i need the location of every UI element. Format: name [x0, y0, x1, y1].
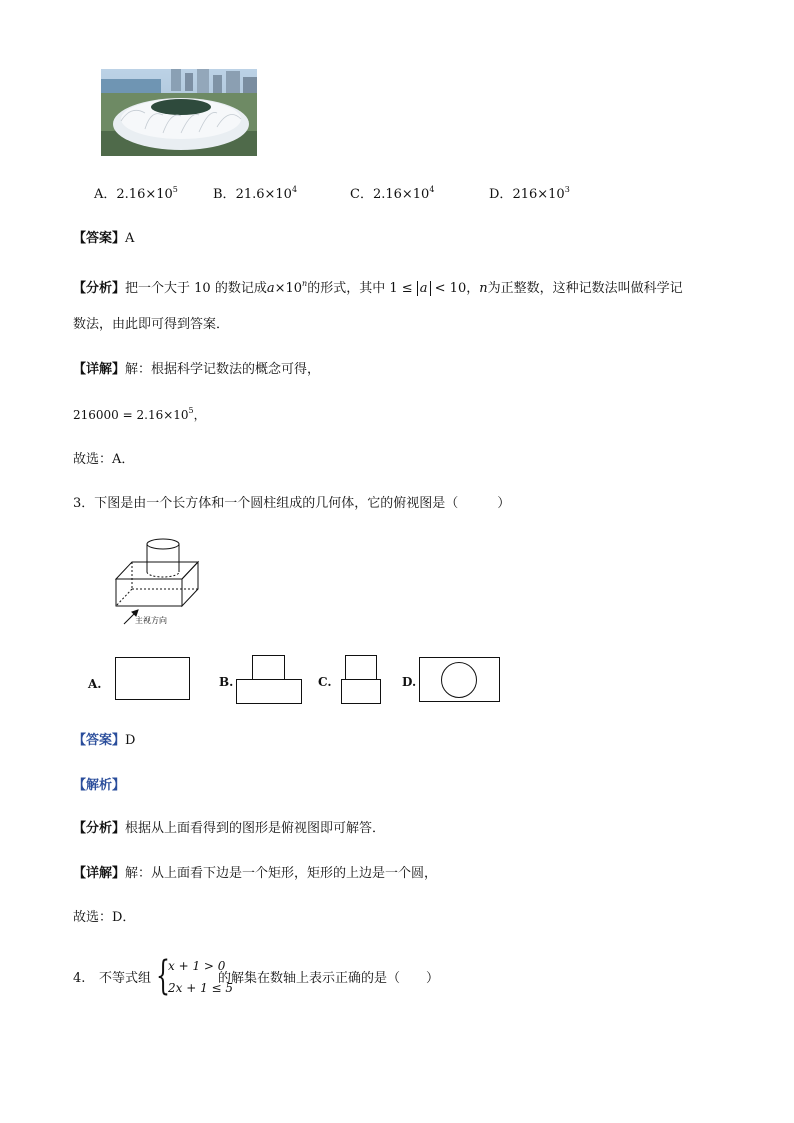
q3-option-b-bottom	[236, 679, 302, 704]
choice-line-q2: 故选：A．	[73, 452, 135, 467]
q3-option-a-label: A.	[88, 677, 102, 691]
choice-line-q3: 故选：D．	[73, 910, 136, 925]
q3-option-d-shape	[419, 657, 500, 702]
brace-symbol: {	[156, 953, 170, 999]
q3-answer-line: 【答案】D	[73, 733, 136, 748]
option-c: C．$2.16\times 10^4$	[350, 185, 435, 202]
q3-option-a-shape	[115, 657, 190, 700]
inequality-2: 2x + 1 ≤ 5	[168, 981, 234, 995]
analysis-line-2: 数法，由此即可得到答案．	[73, 317, 230, 332]
detail-line: 【详解】解：根据科学记数法的概念可得，	[73, 362, 321, 377]
answer-value: A	[125, 231, 135, 246]
answer-line	[73, 232, 134, 245]
question-4-prefix: 不等式组	[99, 971, 152, 986]
option-d: D．$216\times 10^3$	[489, 185, 570, 202]
option-b: B．$21.6\times 10^4$	[213, 185, 298, 202]
q3-option-c-bottom	[341, 679, 381, 704]
q3-option-d-label: D.	[402, 675, 417, 689]
q3-option-c-label: C.	[318, 675, 332, 689]
q3-detail-line: 【详解】解：从上面看下边是一个矩形，矩形的上边是一个圆，	[73, 866, 438, 881]
question-3: 3．下图是由一个长方体和一个圆柱组成的几何体，它的俯视图是（ ）	[73, 496, 511, 511]
q3-option-b-label: B.	[219, 675, 234, 689]
option-a: A．$2.16\times 10^5$	[94, 185, 178, 202]
q3-jiexi-label: 【解析】	[73, 778, 126, 793]
q3-analysis-line: 【分析】根据从上面看得到的图形是俯视图即可解答．	[73, 821, 386, 836]
question-4-number: 4.	[73, 971, 86, 986]
analysis-line-1: 【分析】把一个大于 10 的数记成$a\times 10^n$的形式，其中 1 ≤ a < 10，n为正整数，这种记数法叫做科学记	[73, 279, 683, 296]
q3-option-c-top	[345, 655, 377, 680]
question-4-suffix: 的解集在数轴上表示正确的是（ ）	[218, 971, 440, 986]
answer-label: 【答案】	[73, 231, 126, 246]
stadium-photo	[101, 69, 257, 156]
equation-line: $216000 = 2.16\times 10^5$，	[73, 406, 206, 422]
q3-option-b-top	[252, 655, 285, 680]
inequality-1: x + 1 > 0	[168, 959, 226, 973]
q3-option-d-circle	[441, 662, 477, 698]
view-direction-label: 主视方向	[135, 616, 167, 625]
